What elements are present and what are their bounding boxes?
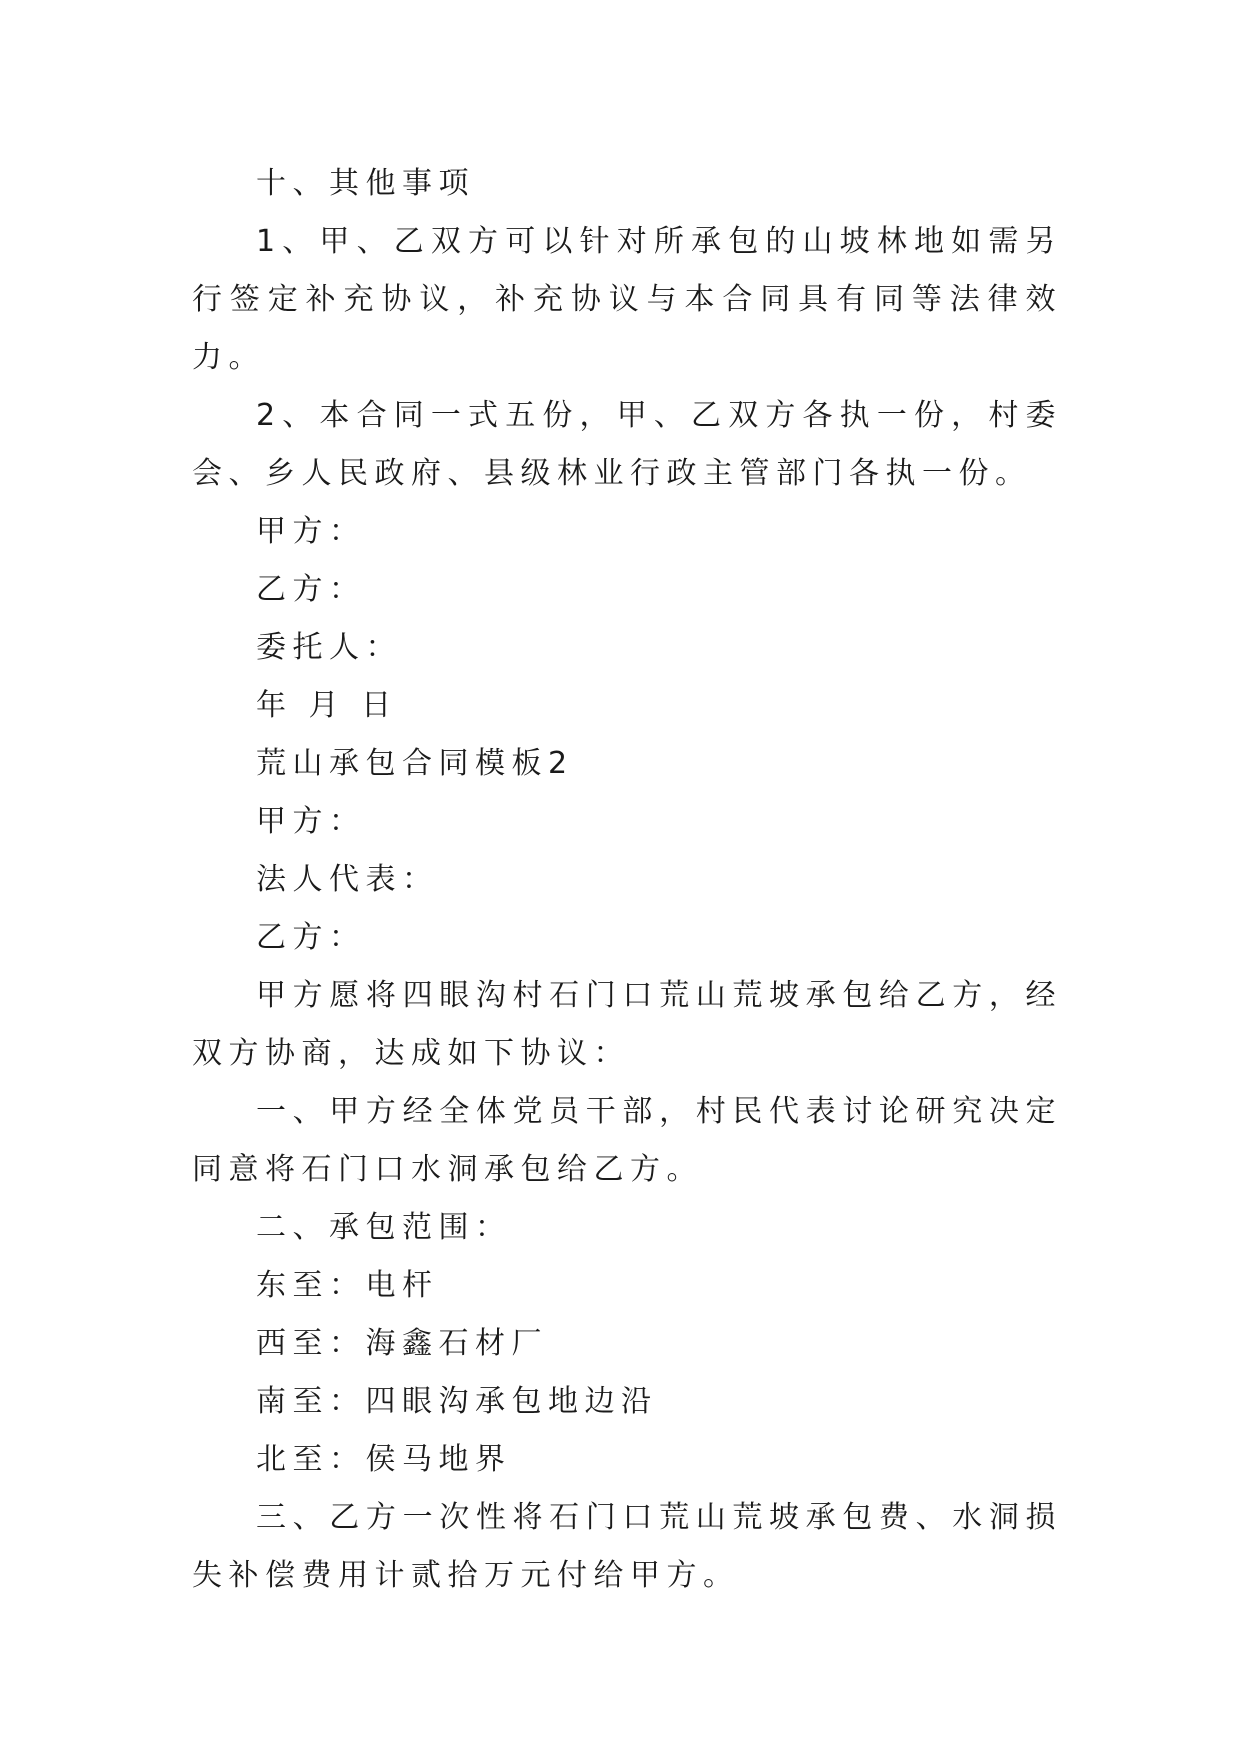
- template-2-title: 荒山承包合同模板2: [256, 746, 574, 781]
- date-line: 年 月 日: [256, 688, 398, 723]
- clause-one-approval: 一、甲方经全体党员干部，村民代表讨论研究决定同意将石门口水洞承包给乙方。: [192, 1094, 1062, 1187]
- party-a-line: 甲方：: [256, 804, 366, 839]
- legal-representative-line: 法人代表：: [256, 862, 439, 897]
- clause-1-supplementary-agreement: 1、甲、乙双方可以针对所承包的山坡林地如需另行签定补充协议，补充协议与本合同具有同等法律效力。: [192, 224, 1062, 375]
- clause-two-scope-heading: 二、承包范围：: [256, 1210, 512, 1245]
- party-b-line: 乙方：: [256, 920, 366, 955]
- document-body: [192, 155, 1062, 1605]
- party-a-signature-line: 甲方：: [256, 514, 366, 549]
- boundary-north: 北至：侯马地界: [256, 1442, 512, 1477]
- preamble-paragraph: 甲方愿将四眼沟村石门口荒山荒坡承包给乙方，经双方协商，达成如下协议：: [192, 978, 1062, 1071]
- boundary-south: 南至：四眼沟承包地边沿: [256, 1384, 658, 1419]
- clause-three-payment: 三、乙方一次性将石门口荒山荒坡承包费、水洞损失补偿费用计贰拾万元付给甲方。: [192, 1500, 1062, 1593]
- trustee-signature-line: 委托人：: [256, 630, 402, 665]
- clause-2-copies: 2、本合同一式五份，甲、乙双方各执一份，村委会、乡人民政府、县级林业行政主管部门各执一份。: [192, 398, 1062, 491]
- boundary-east: 东至：电杆: [256, 1268, 439, 1303]
- section-heading-other-matters: 十、其他事项: [256, 166, 475, 201]
- party-b-signature-line: 乙方：: [256, 572, 366, 607]
- boundary-west: 西至：海鑫石材厂: [256, 1326, 548, 1361]
